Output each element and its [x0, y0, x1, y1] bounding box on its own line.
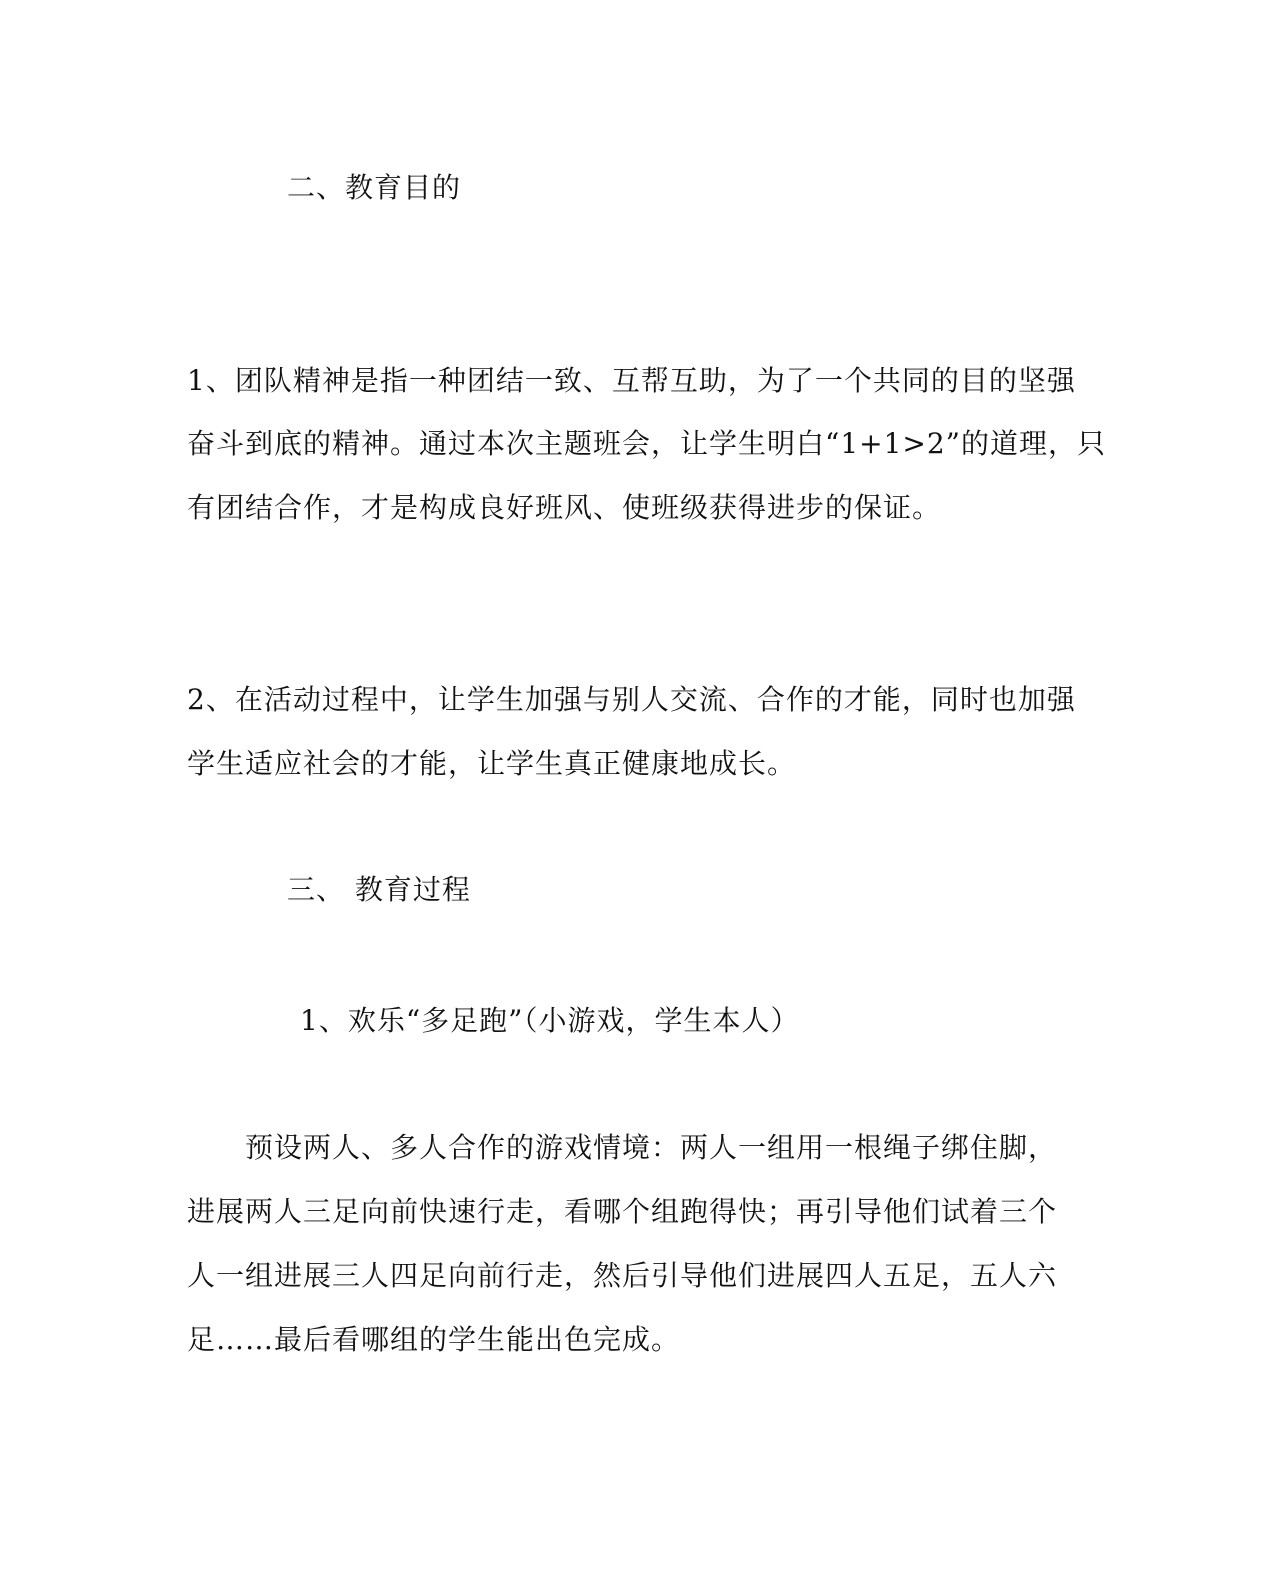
section-heading-education-goals: 二、教育目的: [287, 171, 462, 204]
goal-2-line-2: 学生适应社会的才能，让学生真正健康地成长。: [187, 747, 797, 780]
section-heading-education-process: 三、 教育过程: [287, 873, 471, 906]
activity-1-title: 1、欢乐“多足跑”（小游戏，学生本人）: [300, 1004, 800, 1037]
activity-1-line-3: 人一组进展三人四足向前行走，然后引导他们进展四人五足，五人六: [187, 1259, 1058, 1292]
goal-1-line-3: 有团结合作，才是构成良好班风、使班级获得进步的保证。: [187, 491, 942, 524]
activity-1-line-4: 足……最后看哪组的学生能出色完成。: [187, 1323, 681, 1356]
goal-2-line-1: 2、在活动过程中，让学生加强与别人交流、合作的才能，同时也加强: [187, 683, 1076, 716]
goal-1-line-1: 1、团队精神是指一种团结一致、互帮互助，为了一个共同的目的坚强: [187, 364, 1076, 397]
activity-1-line-1: 预设两人、多人合作的游戏情境：两人一组用一根绳子绑住脚，: [245, 1131, 1058, 1164]
activity-1-line-2: 进展两人三足向前快速行走，看哪个组跑得快；再引导他们试着三个: [187, 1195, 1058, 1228]
goal-1-line-2: 奋斗到底的精神。通过本次主题班会，让学生明白“1+1>2”的道理，只: [187, 427, 1106, 460]
